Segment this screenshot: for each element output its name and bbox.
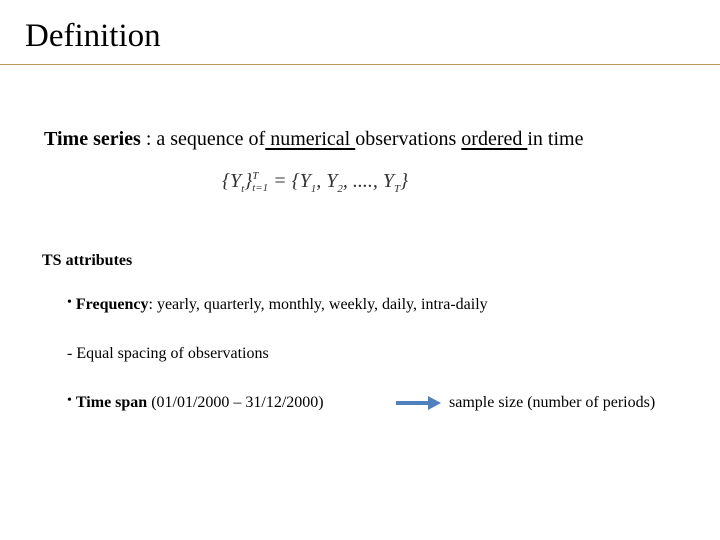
definition-underlined-ordered: ordered [461,128,528,150]
title-divider [0,64,720,65]
frequency-item [67,293,488,318]
formula-lhs-range: t=1 [252,182,269,195]
formula-s1: 1 [310,183,317,195]
definition-term: Time series [44,128,141,150]
time-series-formula [222,163,408,207]
formula-lhs-sup: T [252,170,259,183]
right-arrow-icon [396,394,442,417]
definition-middle: observations [355,128,462,150]
formula-lhs-close: } [244,170,253,192]
time-span-item [67,391,324,416]
definition-separator: : a sequence of [140,128,266,150]
definition-underlined-numerical: numerical [265,128,356,150]
formula-dots: , ...., Y [342,170,395,192]
time-span-label: Time span [75,394,148,411]
equal-spacing-item: - Equal spacing of observations [67,345,269,362]
bullet-icon: • [67,295,72,310]
formula-y2: , Y [316,170,338,192]
formula-sT: T [394,183,401,195]
formula-end: } [400,170,409,192]
sample-size-text: sample size (number of periods) [449,394,656,411]
definition-line [44,124,583,154]
slide-title: Definition [25,18,161,54]
frequency-text: : yearly, quarterly, monthly, weekly, daily, intra-daily [148,296,488,313]
frequency-label: Frequency [75,296,149,313]
formula-equals: = { [268,170,300,192]
formula-lhs-sub: t [241,183,245,195]
formula-lhs-var: {Y [222,170,242,192]
bullet-icon: • [67,393,72,408]
definition-tail: in time [527,128,584,150]
formula-y1: Y [299,170,311,192]
time-span-text: (01/01/2000 – 31/12/2000) [147,394,324,411]
formula-s2: 2 [337,183,343,195]
attributes-heading: TS attributes [42,252,133,269]
